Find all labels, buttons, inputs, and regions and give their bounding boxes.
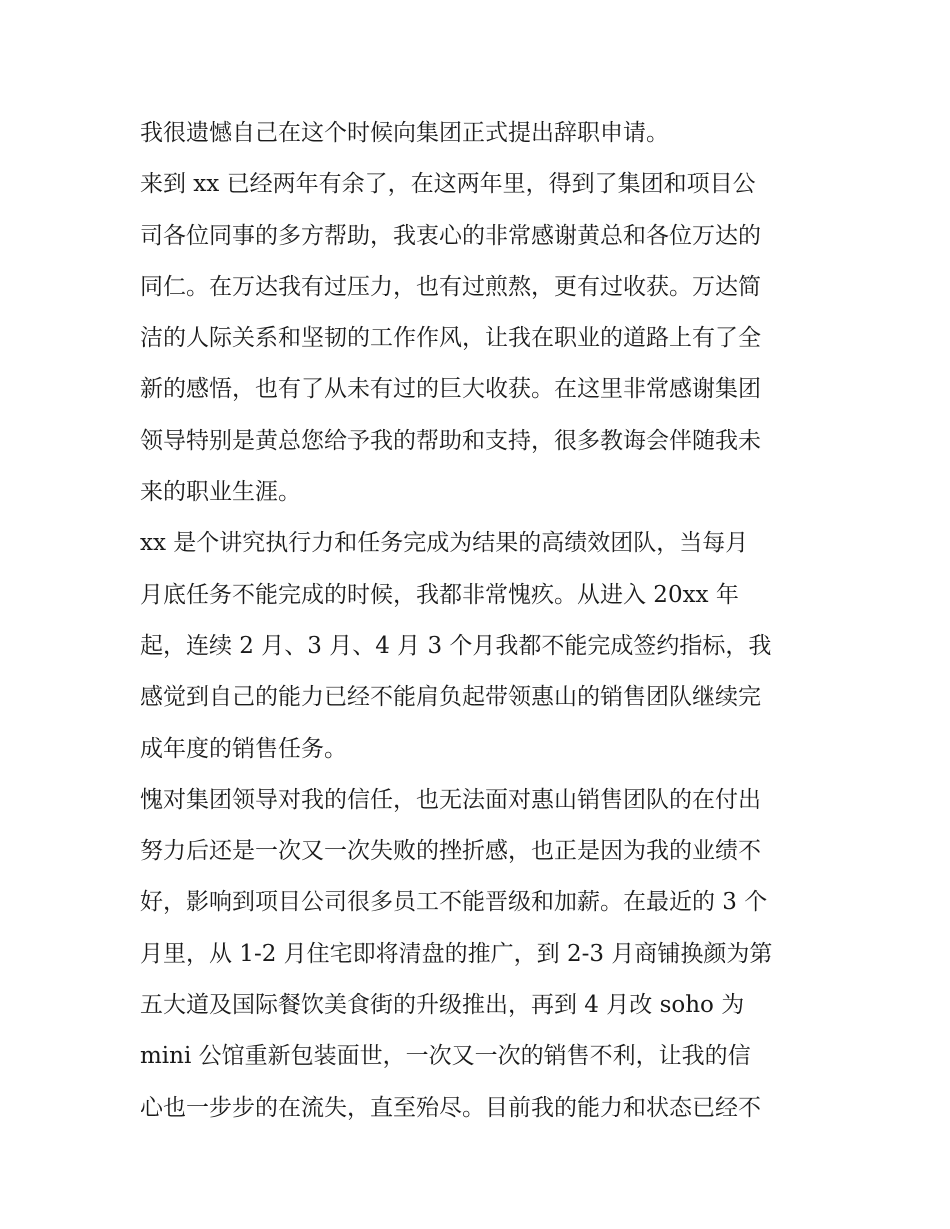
text-line: 我很遗憾自己在这个时候向集团正式提出辞职申请。 bbox=[140, 120, 669, 146]
text-line: 月里，从 1-2 月住宅即将清盘的推广，到 2-3 月商铺换颜为第 bbox=[140, 940, 773, 967]
text-line: 成年度的销售任务。 bbox=[140, 735, 347, 762]
text-line: 感觉到自己的能力已经不能肩负起带领惠山的销售团队继续完 bbox=[140, 684, 761, 711]
text-line: 同仁。在万达我有过压力，也有过煎熬，更有过收获。万达简 bbox=[140, 273, 761, 300]
text-line: mini 公馆重新包装面世，一次又一次的销售不利，让我的信 bbox=[140, 1043, 751, 1070]
text-line: 司各位同事的多方帮助，我衷心的非常感谢黄总和各位万达的 bbox=[140, 222, 761, 249]
text-line: 愧对集团领导对我的信任，也无法面对惠山销售团队的在付出 bbox=[140, 786, 761, 813]
text-line: 来的职业生涯。 bbox=[140, 479, 301, 506]
text-line: 五大道及国际餐饮美食街的升级推出，再到 4 月改 soho 为 bbox=[140, 992, 745, 1019]
text-line: 好，影响到项目公司很多员工不能晋级和加薪。在最近的 3 个 bbox=[140, 889, 768, 916]
text-line: 起，连续 2 月、3 月、4 月 3 个月我都不能完成签约指标，我 bbox=[140, 632, 772, 659]
text-line: 领导特别是黄总您给予我的帮助和支持，很多教诲会伴随我未 bbox=[140, 427, 761, 454]
text-line: 新的感悟，也有了从未有过的巨大收获。在这里非常感谢集团 bbox=[140, 376, 761, 403]
text-line: 洁的人际关系和坚韧的工作作风，让我在职业的道路上有了全 bbox=[140, 325, 761, 352]
text-line: 来到 xx 已经两年有余了，在这两年里，得到了集团和项目公 bbox=[140, 171, 756, 198]
text-line: 努力后还是一次又一次失败的挫折感，也正是因为我的业绩不 bbox=[140, 838, 761, 865]
text-line: xx 是个讲究执行力和任务完成为结果的高绩效团队，当每月 bbox=[140, 530, 749, 557]
text-line: 月底任务不能完成的时候，我都非常愧疚。从进入 20xx 年 bbox=[140, 581, 739, 608]
text-line: 心也一步步的在流失，直至殆尽。目前我的能力和状态已经不 bbox=[140, 1094, 761, 1121]
document-body bbox=[140, 108, 820, 1134]
